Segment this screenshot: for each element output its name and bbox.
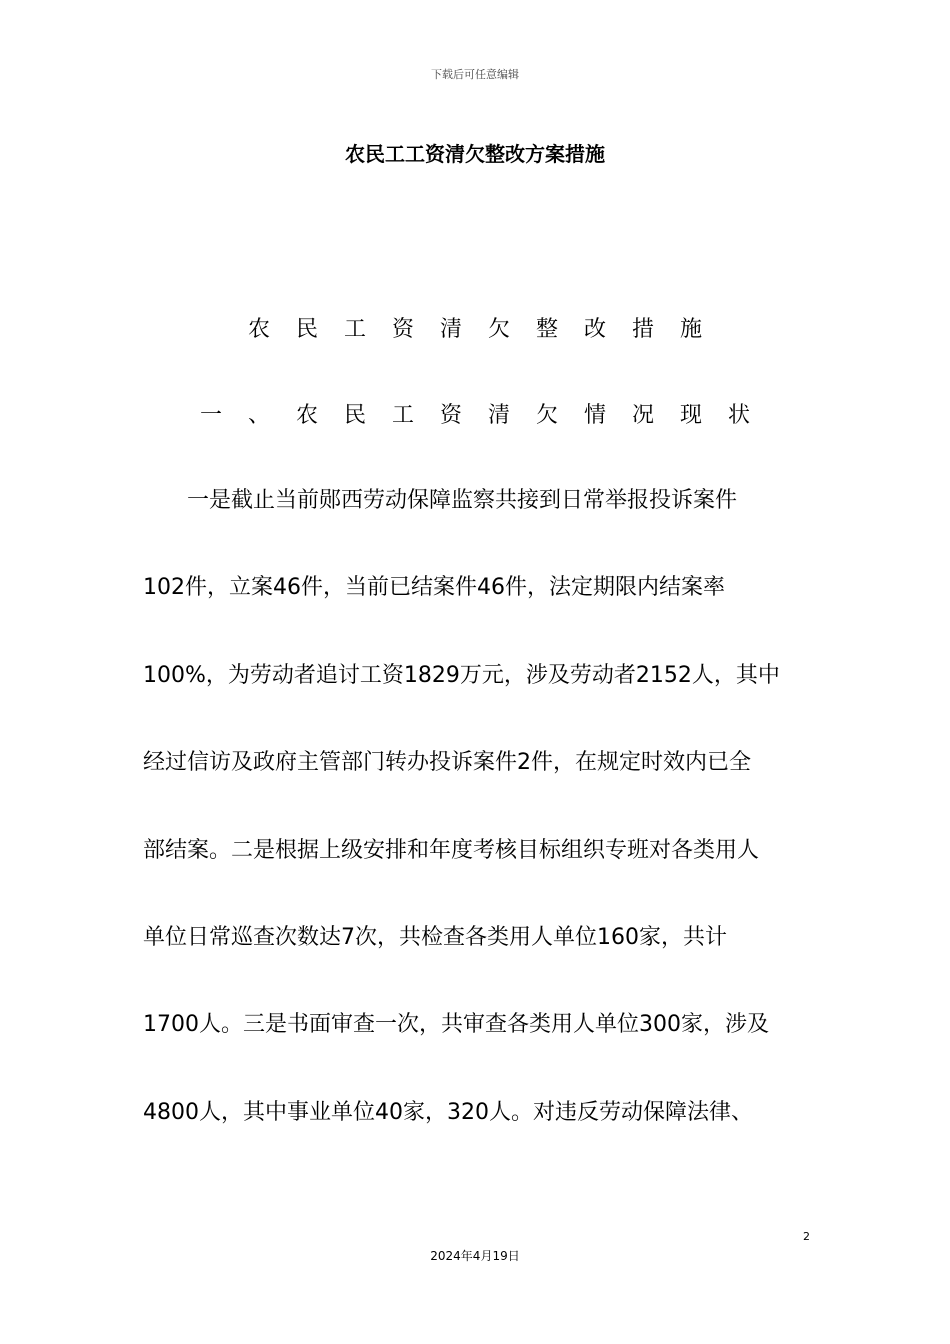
subsection-title: 一、农民工资清欠情况现状	[199, 403, 776, 428]
document-title: 农民工工资清欠整改方案措施	[345, 142, 605, 166]
body-line: 4800人，其中事业单位40家，320人。对违反劳动保障法律、	[143, 1099, 753, 1125]
section-title: 农民工资清欠整改措施	[247, 317, 728, 342]
body-line: 102件，立案46件，当前已结案件46件，法定期限内结案率	[143, 575, 725, 601]
body-line: 部结案。二是根据上级安排和年度考核目标组织专班对各类用人	[143, 837, 760, 863]
footer-date: 2024年4月19日	[430, 1249, 520, 1263]
header-note: 下载后可任意编辑	[431, 68, 519, 81]
page-number: 2	[803, 1230, 810, 1243]
body-line: 单位日常巡查次数达7次，共检查各类用人单位160家，共计	[143, 924, 727, 950]
body-line: 经过信访及政府主管部门转办投诉案件2件，在规定时效内已全	[143, 750, 751, 776]
body-line: 100%，为劳动者追讨工资1829万元，涉及劳动者2152人，其中	[143, 662, 780, 688]
body-paragraph	[143, 484, 807, 1183]
body-line: 一是截止当前郧西劳动保障监察共接到日常举报投诉案件	[143, 488, 738, 513]
body-line: 1700人。三是书面审查一次，共审查各类用人单位300家，涉及	[143, 1012, 769, 1038]
